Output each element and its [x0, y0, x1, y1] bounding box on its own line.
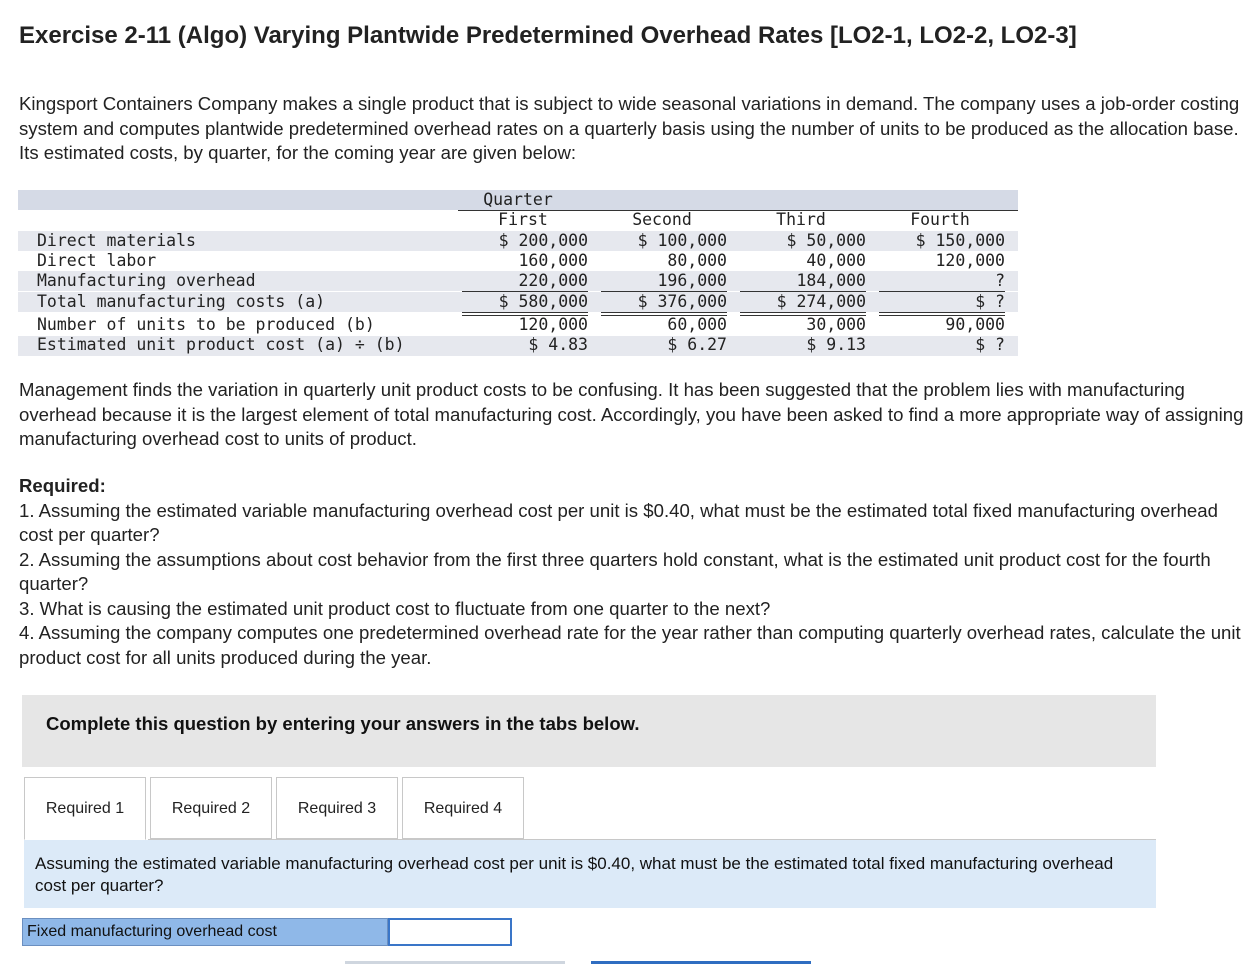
fixed-overhead-input[interactable]	[388, 918, 512, 946]
table-cell: $ ?	[975, 335, 1005, 354]
table-cell: 40,000	[806, 251, 866, 270]
table-cell: $ 9.13	[806, 335, 866, 354]
row-label-direct-materials: Direct materials	[37, 231, 196, 250]
table-cell: $ 50,000	[786, 231, 866, 250]
table-cell: ?	[995, 271, 1005, 290]
column-header-second: Second	[632, 210, 692, 229]
column-header-third: Third	[776, 210, 826, 229]
required-heading: Required:	[19, 475, 106, 496]
row-label-direct-labor: Direct labor	[37, 251, 157, 270]
required-item-4: 4. Assuming the company computes one predetermined overhead rate for the year rather than computing quarterly overhead rates, calculate the unit product cost for all units produced during the year.	[19, 622, 1241, 668]
table-cell: 120,000	[935, 251, 1005, 270]
table-cell: 120,000	[518, 315, 588, 334]
tab-required-3[interactable]: Required 3	[276, 777, 398, 839]
intro-paragraph: Kingsport Containers Company makes a single product that is subject to wide seasonal variations in demand. The company uses a job-order costing system and computes plantwide predetermined overhead rates on a quarterly basis using the number of units to be produced as the allocation base. Its estimated costs, by quarter, for the coming year are given below:	[19, 93, 1240, 163]
exercise-title: Exercise 2-11 (Algo) Varying Plantwide Predetermined Overhead Rates [LO2-1, LO2-2, LO2-3]	[19, 22, 1077, 49]
required-item-3: 3. What is causing the estimated unit product cost to fluctuate from one quarter to the next?	[19, 597, 771, 619]
table-cell: 160,000	[518, 251, 588, 270]
table-cell: $ 376,000	[637, 292, 727, 311]
quarter-group-header: Quarter	[483, 190, 553, 209]
table-cell: $ ?	[975, 292, 1005, 311]
instructions-box	[22, 695, 1156, 767]
table-cell: 90,000	[945, 315, 1005, 334]
table-cell: 30,000	[806, 315, 866, 334]
management-paragraph: Management finds the variation in quarterly unit product costs to be confusing. It has been suggested that the problem lies with manufacturing overhead because it is the largest element of total manufacturing cost. Accordingly, you have been asked to find a more appropriate way of assigning manufacturing overhead cost to units of product.	[19, 379, 1244, 449]
row-label-units-produced: Number of units to be produced (b)	[37, 315, 375, 334]
table-cell: 80,000	[667, 251, 727, 270]
row-label-total-manufacturing-costs: Total manufacturing costs (a)	[37, 292, 326, 311]
row-label-manufacturing-overhead: Manufacturing overhead	[37, 271, 256, 290]
instructions-text: Complete this question by entering your answers in the tabs below.	[46, 713, 640, 734]
table-cell: $ 4.83	[528, 335, 588, 354]
table-cell: $ 6.27	[667, 335, 727, 354]
question-box	[24, 840, 1156, 908]
table-cell: $ 274,000	[776, 292, 866, 311]
tab-required-1[interactable]: Required 1	[24, 777, 146, 840]
required-section	[19, 474, 1254, 670]
tab-required-2[interactable]: Required 2	[150, 777, 272, 839]
table-cell: $ 150,000	[915, 231, 1005, 250]
table-cell: 184,000	[796, 271, 866, 290]
table-cell: 60,000	[667, 315, 727, 334]
row-label-unit-product-cost: Estimated unit product cost (a) ÷ (b)	[37, 335, 405, 354]
question-text: Assuming the estimated variable manufacturing overhead cost per unit is $0.40, what must be the estimated total fixed manufacturing overhead cost per quarter?	[35, 854, 1114, 895]
column-header-first: First	[498, 210, 548, 229]
required-item-1: 1. Assuming the estimated variable manufacturing overhead cost per unit is $0.40, what must be the estimated total fixed manufacturing overhead cost per quarter?	[19, 499, 1218, 545]
cost-table	[18, 190, 1018, 356]
answer-label: Fixed manufacturing overhead cost	[22, 918, 388, 946]
table-cell: $ 200,000	[498, 231, 588, 250]
table-cell: 220,000	[518, 271, 588, 290]
column-header-fourth: Fourth	[910, 210, 970, 229]
tab-required-4[interactable]: Required 4	[402, 777, 524, 839]
required-item-2: 2. Assuming the assumptions about cost behavior from the first three quarters hold constant, what is the estimated unit product cost for the fourth quarter?	[19, 548, 1211, 594]
table-cell: $ 580,000	[498, 292, 588, 311]
table-cell: 196,000	[657, 271, 727, 290]
table-cell: $ 100,000	[637, 231, 727, 250]
